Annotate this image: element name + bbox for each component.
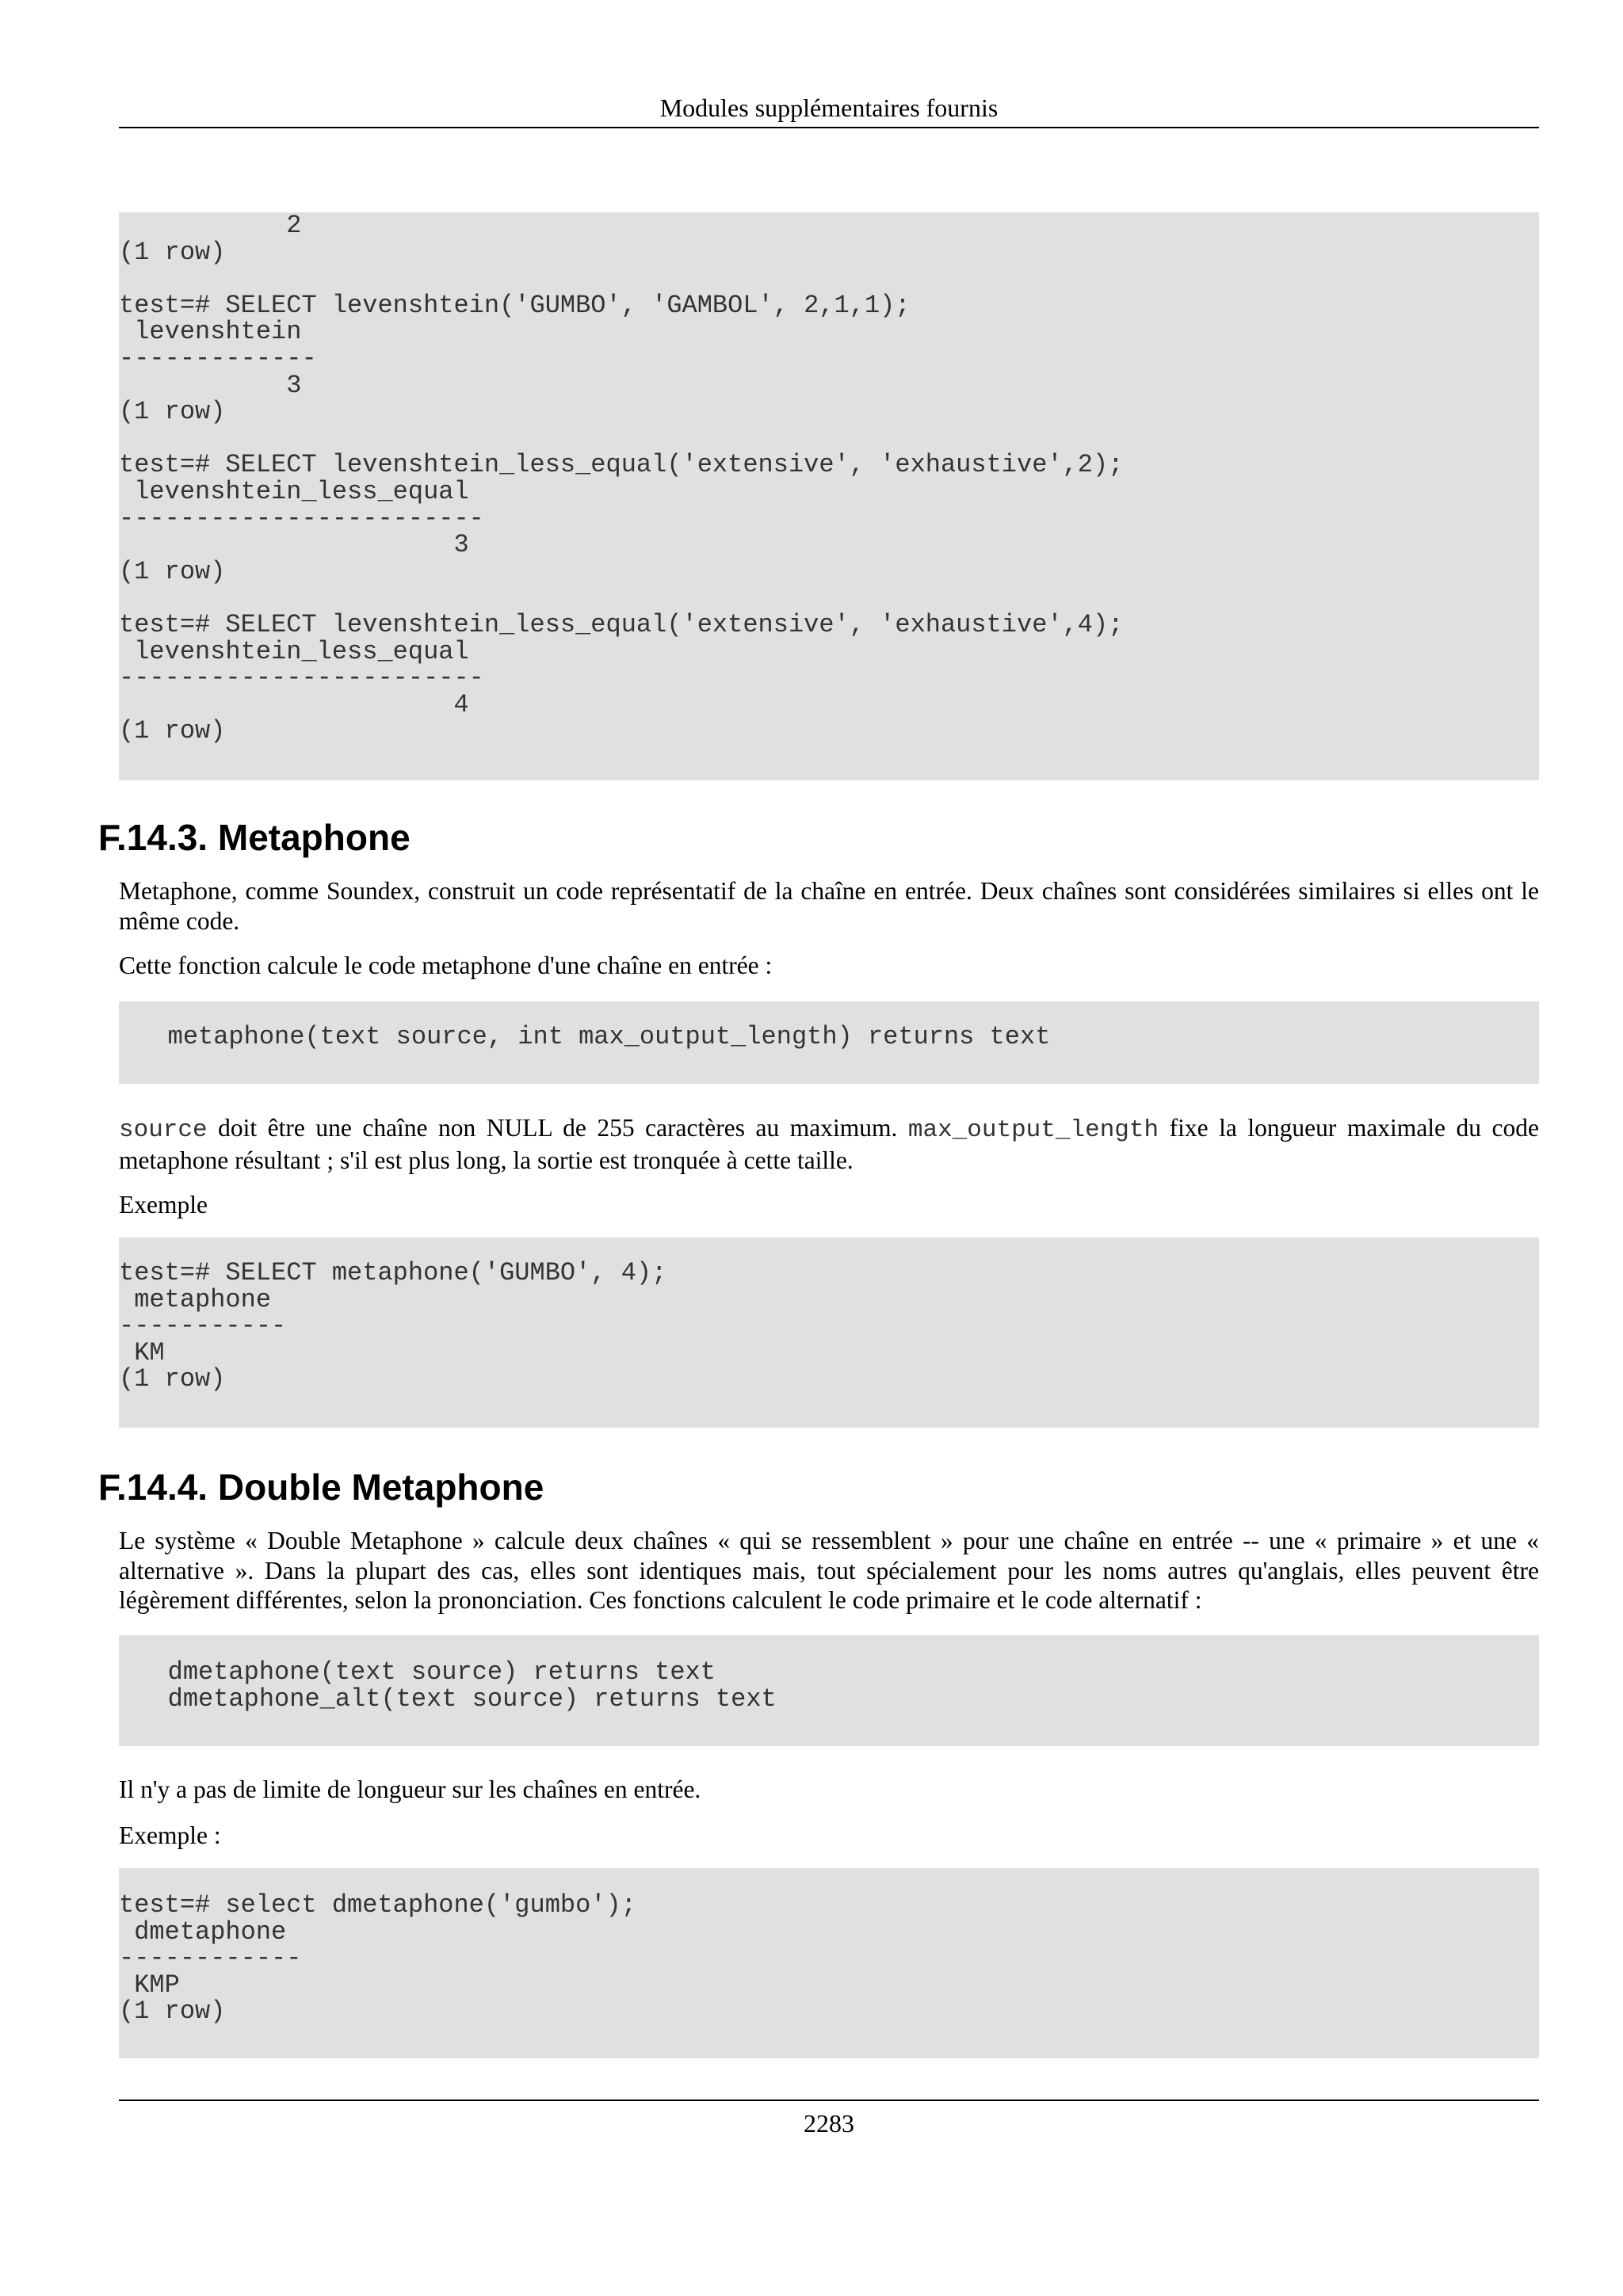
code-block-metaphone-example [119, 1238, 1539, 1428]
code-block-metaphone-signature [119, 1001, 1539, 1084]
metaphone-function-desc: Cette fonction calcule le code metaphone d'une chaîne en entrée : [119, 952, 773, 979]
double-metaphone-length-note: Il n'y a pas de limite de longueur sur les chaînes en entrée. [119, 1775, 701, 1803]
metaphone-example-label: Exemple [119, 1191, 208, 1219]
code-metaphone-signature: metaphone(text source, int max_output_length) returns text [122, 1022, 1051, 1051]
code-block-levenshtein [119, 212, 1539, 780]
header-rule [119, 127, 1539, 128]
code-metaphone-example: test=# SELECT metaphone('GUMBO', 4); metaphone ----------- KM (1 row) [119, 1258, 667, 1394]
section-heading-double-metaphone: F.14.4. Double Metaphone [98, 1466, 544, 1508]
code-block-dmetaphone-example [119, 1868, 1539, 2058]
section-heading-metaphone: F.14.3. Metaphone [98, 817, 411, 858]
double-metaphone-intro: Le système « Double Metaphone » calcule deux chaînes « qui se ressemblent » pour une chaîne en entrée -- une « primaire » et une « alternative ». Dans la plupart des cas, elles sont identiques mais, tout spécialement pour les noms autres qu'anglais, elles peuvent être légèrement différentes, selon la prononciation. Ces fonctions calculent le code primaire et le code alternatif : [119, 1527, 1539, 1614]
code-levenshtein: 2 (1 row) test=# SELECT levenshtein('GUMBO', 'GAMBOL', 2,1,1); levenshtein ------------- 3 (1 row) test=# SELECT levenshtein_less_equal('extensive', 'exhaustive',2); levenshtein_less_equal ------------------------ 3 (1 row) test=# SELECT levenshtein_less_equal('extensive', 'exhaustive',4); levenshtein_less_equal ------------------------ 4 (1 row) [119, 211, 1124, 746]
footer-rule [119, 2100, 1539, 2101]
code-block-dmetaphone-signature [119, 1635, 1539, 1746]
metaphone-intro: Metaphone, comme Soundex, construit un code représentatif de la chaîne en entrée. Deux chaînes sont considérées similaires si elles ont le même code. [119, 877, 1539, 935]
param-max-output-length: max_output_length [907, 1116, 1159, 1144]
param-source: source [119, 1116, 208, 1144]
double-metaphone-example-label: Exemple : [119, 1821, 221, 1849]
page-header: Modules supplémentaires fournis [659, 93, 999, 122]
metaphone-params-desc [119, 1113, 1539, 1175]
params-text-1: doit être une chaîne non NULL de 255 caractères au maximum. [207, 1114, 908, 1142]
page-number: 2283 [804, 2109, 854, 2138]
code-dmetaphone-example: test=# select dmetaphone('gumbo'); dmetaphone ------------ KMP (1 row) [119, 1890, 636, 2027]
code-dmetaphone-signature: dmetaphone(text source) returns text dmetaphone_alt(text source) returns text [167, 1657, 777, 1714]
params-text-2: fixe la longueur maximale du code metaphone résultant ; s'il est plus long, la sortie est tronquée à cette taille. [119, 1114, 1540, 1174]
